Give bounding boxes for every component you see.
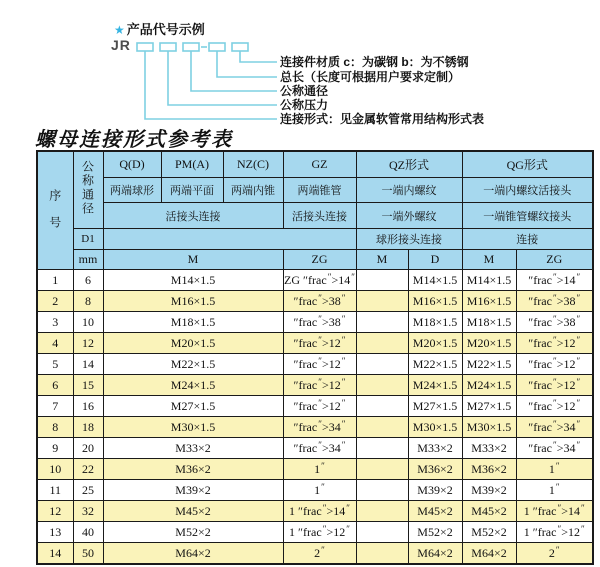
qg-m-cell: M39×2 — [462, 480, 516, 501]
header-blank — [103, 229, 356, 250]
row-no-cell: 8 — [37, 417, 73, 438]
table-title: 螺母连接形式参考表 — [35, 127, 233, 151]
table-row — [37, 354, 593, 375]
diagram-heading-text: 产品代号示例 — [126, 22, 205, 37]
qz-d-cell: M27×1.5 — [408, 396, 462, 417]
qz-d-cell: M30×1.5 — [408, 417, 462, 438]
header-qg-desc1: 一端内螺纹活接头 — [462, 178, 593, 203]
qz-d-cell: M36×2 — [408, 459, 462, 480]
qz-m-cell — [356, 354, 408, 375]
dn-mm-cell: 40 — [73, 522, 103, 543]
zg-size-cell: ″frac″>34″ — [283, 417, 356, 438]
code-box-1 — [137, 43, 153, 51]
header-qz: QZ形式 — [356, 151, 462, 178]
m-thread-cell: M30×1.5 — [103, 417, 283, 438]
code-box-2 — [160, 43, 176, 51]
row-no-cell: 7 — [37, 396, 73, 417]
qz-m-cell — [356, 333, 408, 354]
zg-size-cell: ″frac″>34″ — [283, 438, 356, 459]
qg-zg-cell: ″frac″>38″ — [516, 312, 593, 333]
dn-mm-cell: 20 — [73, 438, 103, 459]
dn-mm-cell: 6 — [73, 270, 103, 291]
header-gz-connection: 活接头连接 — [283, 203, 356, 229]
row-no-cell: 1 — [37, 270, 73, 291]
qz-m-cell — [356, 375, 408, 396]
header-sub-m: M — [103, 250, 283, 270]
qg-m-cell: M33×2 — [462, 438, 516, 459]
table-row — [37, 312, 593, 333]
m-thread-cell: M24×1.5 — [103, 375, 283, 396]
dn-mm-cell: 25 — [73, 480, 103, 501]
m-thread-cell: M18×1.5 — [103, 312, 283, 333]
qg-m-cell: M30×1.5 — [462, 417, 516, 438]
qz-m-cell — [356, 417, 408, 438]
table-row — [37, 522, 593, 543]
qg-zg-cell: ″frac″>14″ — [516, 270, 593, 291]
table-row — [37, 501, 593, 522]
zg-size-cell: ZG ″frac″>14″ — [283, 270, 356, 291]
m-thread-cell: M14×1.5 — [103, 270, 283, 291]
lead-line-1 — [240, 51, 277, 62]
table-row — [37, 480, 593, 501]
qz-d-cell: M52×2 — [408, 522, 462, 543]
qg-m-cell: M64×2 — [462, 543, 516, 565]
row-no-cell: 9 — [37, 438, 73, 459]
header-union-connection: 活接头连接 — [103, 203, 283, 229]
qg-m-cell: M18×1.5 — [462, 312, 516, 333]
table-row — [37, 291, 593, 312]
header-mm: mm — [73, 250, 103, 270]
m-thread-cell: M45×2 — [103, 501, 283, 522]
row-no-cell: 10 — [37, 459, 73, 480]
table-body — [37, 270, 593, 565]
table-header — [37, 151, 593, 270]
qz-d-cell: M20×1.5 — [408, 333, 462, 354]
qg-zg-cell: ″frac″>34″ — [516, 417, 593, 438]
diagram-heading — [114, 19, 205, 38]
qg-zg-cell: ″frac″>12″ — [516, 396, 593, 417]
header-nz: NZ(C) — [223, 151, 283, 178]
zg-size-cell: ″frac″>12″ — [283, 354, 356, 375]
header-sub-qg-m: M — [462, 250, 516, 270]
qz-m-cell — [356, 522, 408, 543]
dn-mm-cell: 18 — [73, 417, 103, 438]
header-sub-qz-d: D — [408, 250, 462, 270]
m-thread-cell: M20×1.5 — [103, 333, 283, 354]
dn-mm-cell: 8 — [73, 291, 103, 312]
dn-mm-cell: 14 — [73, 354, 103, 375]
header-gz-desc: 两端锥管 — [283, 178, 356, 203]
header-pm-desc: 两端平面 — [161, 178, 223, 203]
nut-connection-reference-table — [36, 150, 594, 565]
zg-size-cell: 1″ — [283, 480, 356, 501]
qz-d-cell: M18×1.5 — [408, 312, 462, 333]
header-qz-desc2: 一端外螺纹 — [356, 203, 462, 229]
dn-mm-cell: 50 — [73, 543, 103, 565]
header-q: Q(D) — [103, 151, 161, 178]
qz-m-cell — [356, 438, 408, 459]
table-row — [37, 333, 593, 354]
qz-m-cell — [356, 480, 408, 501]
table-row — [37, 270, 593, 291]
zg-size-cell: ″frac″>38″ — [283, 312, 356, 333]
m-thread-cell: M64×2 — [103, 543, 283, 565]
qz-d-cell: M14×1.5 — [408, 270, 462, 291]
dn-mm-cell: 16 — [73, 396, 103, 417]
zg-size-cell: 1 ″frac″>12″ — [283, 522, 356, 543]
table-row — [37, 396, 593, 417]
qz-d-cell: M16×1.5 — [408, 291, 462, 312]
row-no-cell: 3 — [37, 312, 73, 333]
dn-mm-cell: 10 — [73, 312, 103, 333]
header-nominal-diameter: 公称通径 — [73, 151, 103, 229]
m-thread-cell: M52×2 — [103, 522, 283, 543]
row-no-cell: 11 — [37, 480, 73, 501]
zg-size-cell: 1 ″frac″>14″ — [283, 501, 356, 522]
row-no-cell: 12 — [37, 501, 73, 522]
code-box-4 — [209, 43, 225, 51]
qg-m-cell: M20×1.5 — [462, 333, 516, 354]
zg-size-cell: ″frac″>12″ — [283, 375, 356, 396]
header-sub-qz-m: M — [356, 250, 408, 270]
table-row — [37, 543, 593, 565]
qz-d-cell: M24×1.5 — [408, 375, 462, 396]
label-nominal-diameter: 公称通径 — [280, 84, 329, 98]
qg-m-cell: M16×1.5 — [462, 291, 516, 312]
qg-m-cell: M14×1.5 — [462, 270, 516, 291]
lead-line-2 — [217, 51, 277, 77]
qg-zg-cell: 1 ″frac″>14″ — [516, 501, 593, 522]
header-d1: D1 — [73, 229, 103, 250]
header-seq: 序号 — [37, 151, 73, 270]
row-no-cell: 14 — [37, 543, 73, 565]
dn-mm-cell: 22 — [73, 459, 103, 480]
header-qg-connection: 连接 — [462, 229, 593, 250]
qg-zg-cell: ″frac″>38″ — [516, 291, 593, 312]
lead-line-4 — [168, 51, 277, 105]
zg-size-cell: ″frac″>12″ — [283, 333, 356, 354]
lead-line-3 — [191, 51, 277, 91]
header-pm: PM(A) — [161, 151, 223, 178]
qg-zg-cell: ″frac″>12″ — [516, 333, 593, 354]
row-no-cell: 5 — [37, 354, 73, 375]
label-connection-type: 连接形式：见金属软管常用结构形式表 — [280, 112, 485, 126]
qg-zg-cell: 2″ — [516, 543, 593, 565]
qg-m-cell: M24×1.5 — [462, 375, 516, 396]
label-nominal-pressure: 公称压力 — [280, 98, 329, 112]
product-code-diagram — [0, 0, 600, 128]
m-thread-cell: M22×1.5 — [103, 354, 283, 375]
m-thread-cell: M36×2 — [103, 459, 283, 480]
m-thread-cell: M33×2 — [103, 438, 283, 459]
qg-zg-cell: ″frac″>12″ — [516, 375, 593, 396]
star-icon: ★ — [114, 23, 125, 37]
qz-m-cell — [356, 291, 408, 312]
dn-mm-cell: 15 — [73, 375, 103, 396]
row-no-cell: 13 — [37, 522, 73, 543]
header-gz: GZ — [283, 151, 356, 178]
header-q-desc: 两端球形 — [103, 178, 161, 203]
qz-d-cell: M33×2 — [408, 438, 462, 459]
qz-d-cell: M39×2 — [408, 480, 462, 501]
label-total-length: 总长（长度可根据用户要求定制） — [280, 70, 461, 84]
qg-zg-cell: 1″ — [516, 480, 593, 501]
label-material: 连接件材质 c：为碳钢 b：为不锈钢 — [280, 55, 469, 69]
zg-size-cell: 1″ — [283, 459, 356, 480]
qg-m-cell: M27×1.5 — [462, 396, 516, 417]
qg-zg-cell: 1″ — [516, 459, 593, 480]
product-code-prefix: JR — [111, 37, 131, 53]
dn-mm-cell: 12 — [73, 333, 103, 354]
zg-size-cell: ″frac″>12″ — [283, 396, 356, 417]
qz-m-cell — [356, 312, 408, 333]
qg-m-cell: M52×2 — [462, 522, 516, 543]
header-qz-desc1: 一端内螺纹 — [356, 178, 462, 203]
qg-zg-cell: ″frac″>12″ — [516, 354, 593, 375]
header-qz-connection: 球形接头连接 — [356, 229, 462, 250]
zg-size-cell: 2″ — [283, 543, 356, 565]
row-no-cell: 6 — [37, 375, 73, 396]
qz-m-cell — [356, 270, 408, 291]
header-nz-desc: 两端内锥 — [223, 178, 283, 203]
row-no-cell: 2 — [37, 291, 73, 312]
qg-zg-cell: 1 ″frac″>12″ — [516, 522, 593, 543]
m-thread-cell: M16×1.5 — [103, 291, 283, 312]
table-row — [37, 375, 593, 396]
qz-m-cell — [356, 501, 408, 522]
qg-m-cell: M22×1.5 — [462, 354, 516, 375]
qz-d-cell: M64×2 — [408, 543, 462, 565]
qg-m-cell: M45×2 — [462, 501, 516, 522]
qz-m-cell — [356, 396, 408, 417]
m-thread-cell: M39×2 — [103, 480, 283, 501]
m-thread-cell: M27×1.5 — [103, 396, 283, 417]
header-sub-qg-zg: ZG — [516, 250, 593, 270]
qz-m-cell — [356, 459, 408, 480]
qg-zg-cell: ″frac″>34″ — [516, 438, 593, 459]
header-qg: QG形式 — [462, 151, 593, 178]
table-row — [37, 438, 593, 459]
qg-m-cell: M36×2 — [462, 459, 516, 480]
zg-size-cell: ″frac″>38″ — [283, 291, 356, 312]
header-sub-zg: ZG — [283, 250, 356, 270]
table-row — [37, 459, 593, 480]
header-qg-desc2: 一端锥管螺纹接头 — [462, 203, 593, 229]
qz-d-cell: M22×1.5 — [408, 354, 462, 375]
code-box-5 — [232, 43, 248, 51]
table-row — [37, 417, 593, 438]
code-box-3 — [183, 43, 199, 51]
dn-mm-cell: 32 — [73, 501, 103, 522]
qz-m-cell — [356, 543, 408, 565]
row-no-cell: 4 — [37, 333, 73, 354]
qz-d-cell: M45×2 — [408, 501, 462, 522]
